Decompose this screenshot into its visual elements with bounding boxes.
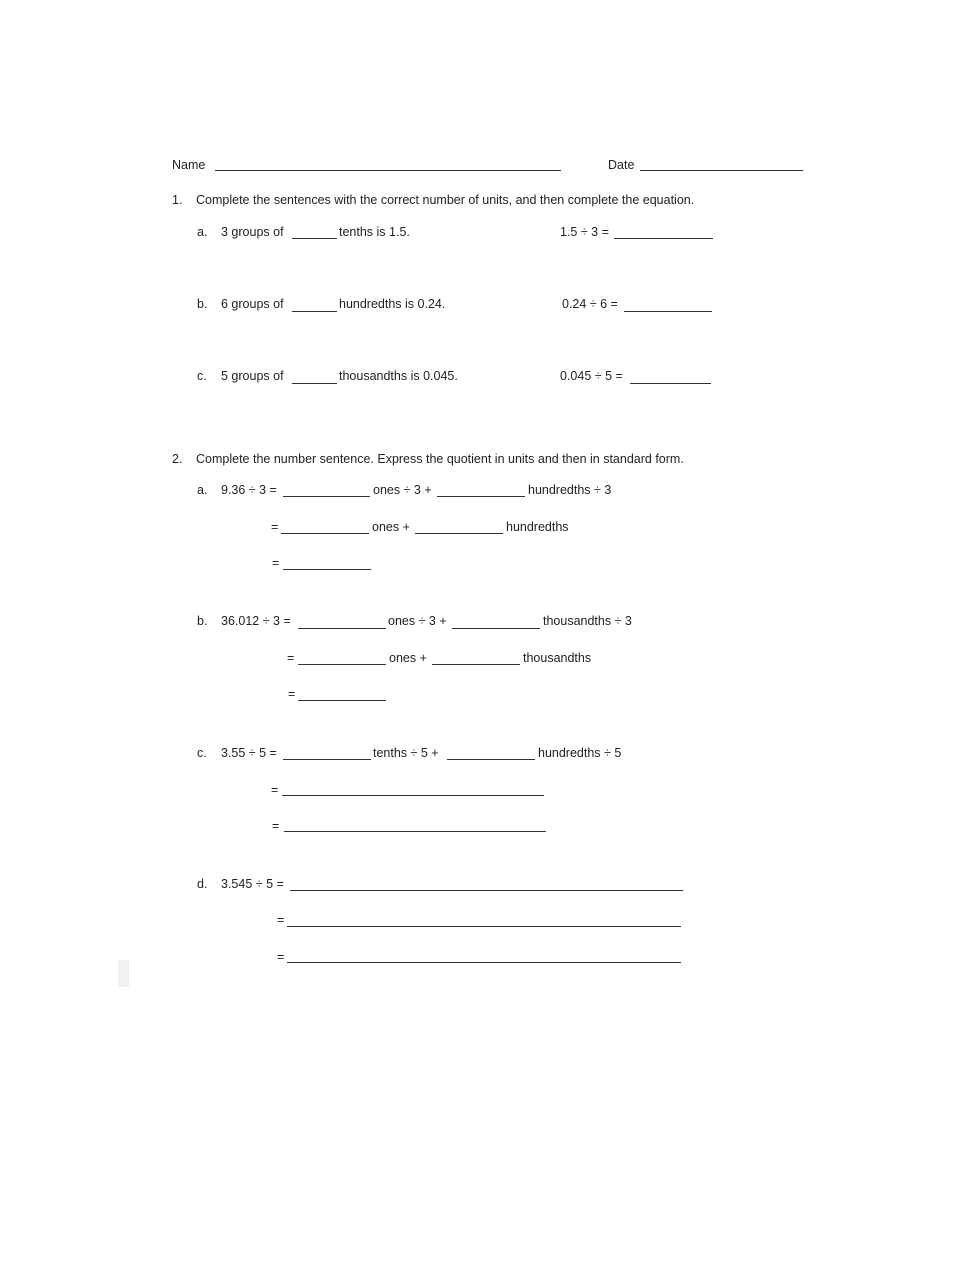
q2a-blank-1[interactable] xyxy=(283,496,370,497)
q1c-letter: c. xyxy=(197,369,207,383)
q2c-blank-standard[interactable] xyxy=(284,831,546,832)
q1b-blank-units[interactable] xyxy=(292,311,337,312)
q1b-post: hundredths is 0.24. xyxy=(339,297,446,311)
q2c-expr: 3.55 ÷ 5 = xyxy=(221,746,277,760)
name-field[interactable] xyxy=(215,170,561,171)
q1c-pre: 5 groups of xyxy=(221,369,284,383)
q1b-pre: 6 groups of xyxy=(221,297,284,311)
q2d-blank-standard[interactable] xyxy=(287,962,681,963)
q1b-blank-answer[interactable] xyxy=(624,311,712,312)
q1b-equation: 0.24 ÷ 6 = xyxy=(562,297,618,311)
q1-instruction: Complete the sentences with the correct number of units, and then complete the equation. xyxy=(196,193,695,207)
q2a-unit-1: ones ÷ 3 + xyxy=(373,483,432,497)
q2b-equals-1: = xyxy=(287,651,295,665)
q2a-blank-standard[interactable] xyxy=(283,569,371,570)
q2a-blank-2[interactable] xyxy=(437,496,525,497)
q2c-unit-2: hundredths ÷ 5 xyxy=(538,746,622,760)
q2-instruction: Complete the number sentence. Express the quotient in units and then in standard form. xyxy=(196,452,684,466)
q2b-unit-2: thousandths ÷ 3 xyxy=(543,614,632,628)
q2b-blank-1[interactable] xyxy=(298,628,386,629)
q2a-blank-4[interactable] xyxy=(415,533,503,534)
q2a-equals-2: = xyxy=(272,556,280,570)
q2c-blank-3[interactable] xyxy=(282,795,544,796)
q1b-letter: b. xyxy=(197,297,208,311)
name-label: Name xyxy=(172,158,206,172)
q2d-letter: d. xyxy=(197,877,208,891)
q2b-expr: 36.012 ÷ 3 = xyxy=(221,614,291,628)
date-field[interactable] xyxy=(640,170,803,171)
q2c-unit-1: tenths ÷ 5 + xyxy=(373,746,439,760)
q2b-blank-2[interactable] xyxy=(452,628,540,629)
q2a-expr: 9.36 ÷ 3 = xyxy=(221,483,277,497)
q1a-blank-units[interactable] xyxy=(292,238,337,239)
q2-number: 2. xyxy=(172,452,183,466)
q1c-blank-answer[interactable] xyxy=(630,383,711,384)
q2c-letter: c. xyxy=(197,746,207,760)
q2d-blank-2[interactable] xyxy=(287,926,681,927)
q2d-equals-2: = xyxy=(277,950,285,964)
q2b-unit-1: ones ÷ 3 + xyxy=(388,614,447,628)
q1c-equation: 0.045 ÷ 5 = xyxy=(560,369,623,383)
date-label: Date xyxy=(608,158,635,172)
q2d-expr: 3.545 ÷ 5 = xyxy=(221,877,284,891)
q2c-blank-1[interactable] xyxy=(283,759,371,760)
q2a-unit-2: hundredths ÷ 3 xyxy=(528,483,612,497)
q2a-letter: a. xyxy=(197,483,208,497)
q2b-letter: b. xyxy=(197,614,208,628)
margin-marker xyxy=(118,960,129,987)
q2a-equals-1: = xyxy=(271,520,279,534)
q2b-blank-4[interactable] xyxy=(432,664,520,665)
q2a-unit-4: hundredths xyxy=(506,520,569,534)
q2a-unit-3: ones + xyxy=(372,520,410,534)
q2c-blank-2[interactable] xyxy=(447,759,535,760)
q2b-blank-3[interactable] xyxy=(298,664,386,665)
q1-number: 1. xyxy=(172,193,183,207)
q1a-blank-answer[interactable] xyxy=(614,238,713,239)
q1a-post: tenths is 1.5. xyxy=(339,225,410,239)
q1c-blank-units[interactable] xyxy=(292,383,337,384)
q2d-blank-1[interactable] xyxy=(290,890,683,891)
q1a-letter: a. xyxy=(197,225,208,239)
q2a-blank-3[interactable] xyxy=(281,533,369,534)
q2b-equals-2: = xyxy=(288,687,296,701)
q2c-equals-1: = xyxy=(271,783,279,797)
q2b-unit-3: ones + xyxy=(389,651,427,665)
q2b-unit-4: thousandths xyxy=(523,651,592,665)
q1a-equation: 1.5 ÷ 3 = xyxy=(560,225,609,239)
q2c-equals-2: = xyxy=(272,819,280,833)
q1c-post: thousandths is 0.045. xyxy=(339,369,458,383)
q1a-pre: 3 groups of xyxy=(221,225,284,239)
q2b-blank-standard[interactable] xyxy=(298,700,386,701)
q2d-equals-1: = xyxy=(277,913,285,927)
